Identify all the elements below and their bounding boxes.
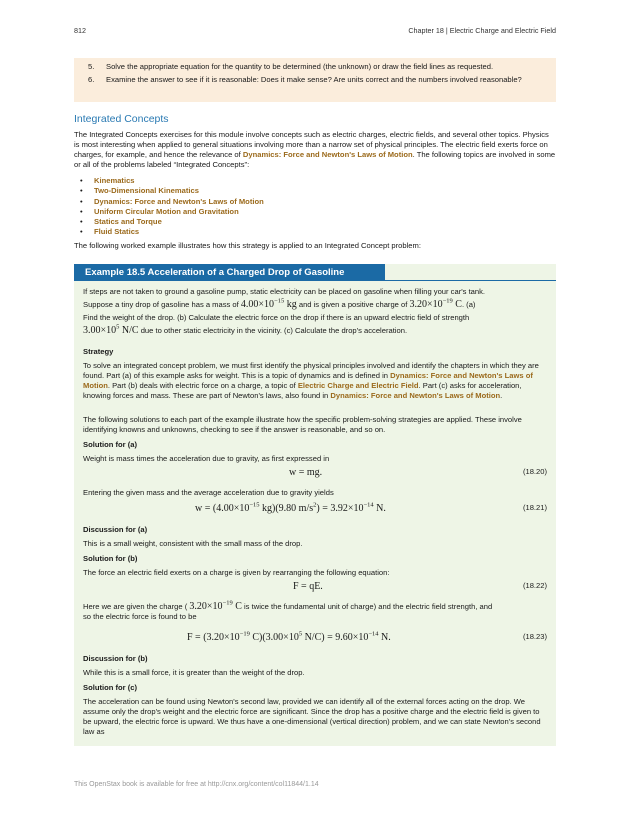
solution-text: is twice the fundamental unit of charge) and the electric field strength, and <box>244 602 493 611</box>
step-item <box>88 75 543 85</box>
topic-link[interactable]: Kinematics <box>94 176 135 185</box>
link-dynamics[interactable]: Dynamics: Force and Newton's Laws of Motion <box>330 391 501 400</box>
example-box <box>74 264 556 746</box>
discussion-a-heading: Discussion for (a) <box>83 525 148 534</box>
eq-part: w = (4.00×10 <box>195 503 250 514</box>
discussion-b-text: While this is a small force, it is greater than the weight of the drop. <box>83 668 305 677</box>
strategy-part: To solve an integrated concept problem, we must first identify the physical principles involved and identify the chapters in which they are found. Part (a) of this example asks for weight. This is a topic of dynamics and is defined in <box>83 361 539 380</box>
solution-a-text-2: Entering the given mass and the average acceleration due to gravity yields <box>83 488 334 497</box>
charge-unit: C <box>455 299 462 310</box>
solution-text: Here we are given the charge ( <box>83 602 188 611</box>
example-title-rule <box>74 280 556 281</box>
example-problem <box>83 287 547 336</box>
link-dynamics[interactable]: Dynamics: Force and Newton's Laws of Motion <box>242 150 413 159</box>
eq-part: N. <box>373 503 386 514</box>
solution-c-text: The acceleration can be found using Newton's second law, provided we can identify all of the external forces acting on the drop. We assume only the drop's weight and the electric force are significant. Since the drop has a positive charge and the electric field is given to be upward, the electric force is upward. We thus have a one-dimensional (vertical direction) problem, and we can state Newton's second law as <box>83 697 541 736</box>
field-mantissa: 3.00×10 <box>83 325 117 336</box>
charge-unit: C <box>235 601 242 612</box>
topic-link[interactable]: Statics and Torque <box>94 217 162 227</box>
equation-18-21 <box>83 503 547 517</box>
equation-body: w = mg. <box>289 467 323 478</box>
eq-exponent: −15 <box>249 501 260 509</box>
page-footer: This OpenStax book is available for free at http://cnx.org/content/col11844/1.14 <box>74 781 319 788</box>
eq-part: F = (3.20×10 <box>187 632 240 643</box>
topic-link[interactable]: Dynamics: Force and Newton's Laws of Motion <box>94 196 264 206</box>
eq-part: N/C) = 9.60×10 <box>302 632 369 643</box>
problem-text: Suppose a tiny drop of gasoline has a mass of <box>83 300 239 309</box>
eq-part: C)(3.00×10 <box>249 632 299 643</box>
equation-number: (18.21) <box>522 503 547 512</box>
equation-number: (18.20) <box>522 467 547 476</box>
charge-value <box>409 299 461 310</box>
step-text: Examine the answer to see if it is reasonable: Does it make sense? Are units correct and the numbers involved reasonable? <box>106 75 522 84</box>
list-item <box>74 176 474 186</box>
solution-b-line: so the electric force is found to be <box>83 612 197 621</box>
strategy-text <box>83 361 547 401</box>
section-intro <box>74 130 556 170</box>
eq-exponent: −14 <box>368 630 379 638</box>
solution-b-text-2 <box>83 599 547 622</box>
example-title: Example 18.5 Acceleration of a Charged Drop of Gasoline <box>74 264 385 281</box>
equation-body: F = qE. <box>293 581 323 592</box>
equation-18-20 <box>83 467 547 481</box>
section-outro: The following worked example illustrates how this strategy is applied to an Integrated Concept problem: <box>74 241 421 250</box>
strategy-part: . Part (c) asks for acceleration, knowing forces and mass. These are part of Newton's laws, also found in <box>83 381 522 400</box>
topic-link[interactable]: Uniform Circular Motion and Gravitation <box>94 206 239 216</box>
eq-part: ) = 3.92×10 <box>316 503 364 514</box>
list-item <box>74 207 474 217</box>
list-item <box>74 217 474 227</box>
link-electric-charge[interactable]: Electric Charge and Electric Field <box>297 381 419 390</box>
list-item <box>74 227 474 237</box>
list-item <box>74 186 474 196</box>
steps-box <box>74 58 556 102</box>
mass-exponent: −15 <box>274 297 285 305</box>
step-number: 6. <box>88 75 95 84</box>
solution-a-heading: Solution for (a) <box>83 440 137 449</box>
discussion-a-text: This is a small weight, consistent with the small mass of the drop. <box>83 539 303 548</box>
solution-b-text: The force an electric field exerts on a charge is given by rearranging the following equation: <box>83 568 390 577</box>
eq-exponent: −19 <box>239 630 250 638</box>
strategy-part: . <box>500 391 503 400</box>
equation-number: (18.23) <box>522 632 547 641</box>
mass-mantissa: 4.00×10 <box>240 299 275 310</box>
solution-a-text: Weight is mass times the acceleration due to gravity, as first expressed in <box>83 454 330 463</box>
strategy-heading: Strategy <box>83 347 114 356</box>
charge-mantissa: 3.20×10 <box>189 601 223 612</box>
chapter-header: Chapter 18 | Electric Charge and Electric Field <box>408 26 556 35</box>
charge-mantissa: 3.20×10 <box>409 299 443 310</box>
field-exponent: 5 <box>116 323 120 331</box>
field-value <box>83 325 139 336</box>
problem-text: due to other static electricity in the vicinity. (c) Calculate the drop's acceleration. <box>140 326 408 335</box>
eq-part: N. <box>378 632 391 643</box>
mass-unit: kg <box>286 299 297 310</box>
equation-number: (18.22) <box>522 581 547 590</box>
solution-c-heading: Solution for (c) <box>83 683 137 692</box>
intro-text: The Integrated Concepts exercises for this module involve concepts such as electric charges, electric fields, and several other topics. Physics is most interesting when applied to general situations involving more than a narrow set of physical principles. The electric field exerts force on charges, for example, and hence the relevance of <box>74 130 549 159</box>
equation-18-22 <box>83 581 547 595</box>
eq-part: kg)(9.80 m/s <box>259 503 314 514</box>
intro-text-continued: . The following topics are involved in some or all of the problems labeled “Integrated Concepts”: <box>74 150 556 169</box>
problem-line <box>83 297 547 310</box>
list-item <box>74 197 474 207</box>
eq-exponent: 5 <box>298 630 303 638</box>
step-item <box>88 62 543 72</box>
problem-text: and is given a positive charge of <box>298 300 408 309</box>
discussion-b-heading: Discussion for (b) <box>83 654 148 663</box>
equation-18-23 <box>83 632 547 646</box>
problem-line <box>83 323 547 336</box>
charge-value <box>189 601 241 612</box>
page-number: 812 <box>74 26 86 35</box>
problem-line: Find the weight of the drop. (b) Calculate the electric force on the drop if there is an upward electric field of strength <box>83 313 470 322</box>
strategy-part: . Part (b) deals with electric force on a charge, a topic of <box>107 381 296 390</box>
equation-body <box>195 503 386 514</box>
equation-body <box>187 632 391 643</box>
topics-list <box>74 176 474 238</box>
link-dynamics[interactable]: Dynamics: Force and Newton's Laws of Motion <box>83 371 533 390</box>
problem-line: If steps are not taken to ground a gasoline pump, static electricity can be placed on gasoline when filling your car's tank. <box>83 287 486 296</box>
charge-exponent: −19 <box>222 599 233 607</box>
field-unit: N/C <box>121 325 139 336</box>
solution-b-line <box>83 599 547 612</box>
charge-exponent: −19 <box>442 297 453 305</box>
step-number: 5. <box>88 62 95 71</box>
step-text: Solve the appropriate equation for the quantity to be determined (the unknown) or draw the field lines as requested. <box>106 62 494 71</box>
solution-b-heading: Solution for (b) <box>83 554 138 563</box>
problem-text: . (a) <box>461 300 476 309</box>
eq-exponent: 2 <box>313 501 317 509</box>
eq-exponent: −14 <box>363 501 374 509</box>
section-title: Integrated Concepts <box>74 113 169 125</box>
topic-link[interactable]: Two-Dimensional Kinematics <box>94 186 199 196</box>
solutions-intro: The following solutions to each part of the example illustrate how the specific problem-solving strategies are applied. These involve identifying knowns and unknowns, checking to see if the answer is reasonable, and so on. <box>83 415 522 434</box>
mass-value <box>241 299 297 310</box>
topic-link[interactable]: Fluid Statics <box>94 227 140 237</box>
